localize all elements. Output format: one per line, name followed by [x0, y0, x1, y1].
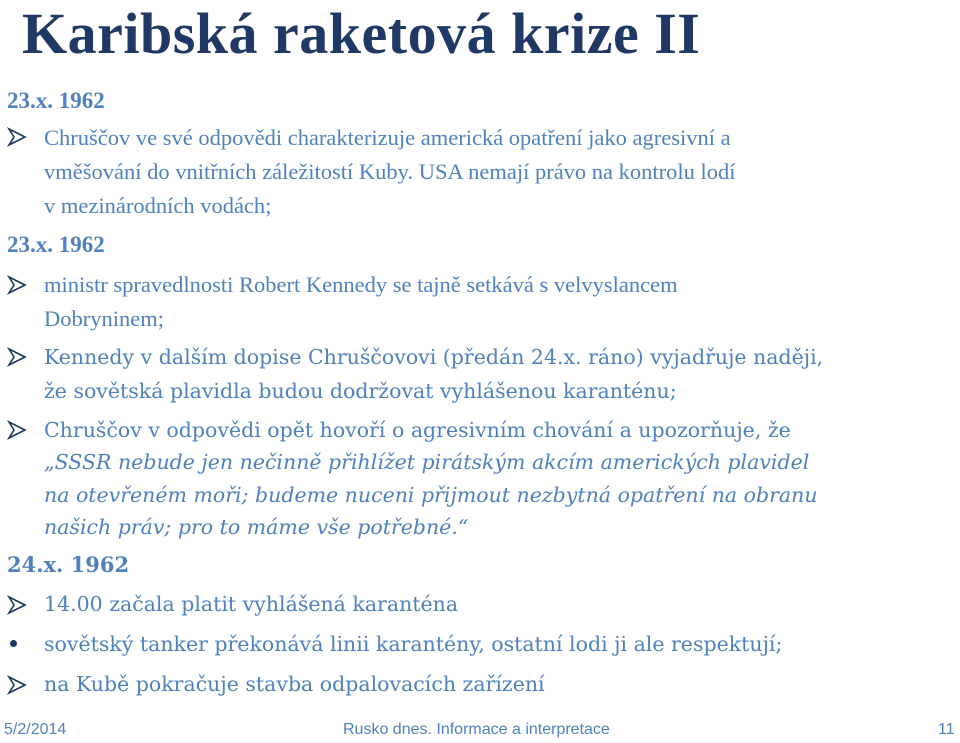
arrowhead-bullet-icon — [6, 126, 28, 148]
quote-line: na otevřeném moři; budeme nuceni přijmout nezbytná opatření na obranu — [44, 483, 818, 507]
bullet-line: v mezinárodních vodách; — [44, 193, 272, 218]
arrowhead-bullet-icon — [6, 674, 28, 696]
bullet-line: sovětský tanker překonává linii karantény, ostatní lodi ji ale respektují; — [44, 632, 783, 656]
bullet-line: Chruščov ve své odpovědi charakterizuje americká opatření jako agresivní a — [44, 125, 731, 150]
quote-line: „SSSR nebude jen nečinně přihlížet pirátským akcím amerických plavidel — [44, 450, 810, 474]
arrowhead-bullet-icon — [6, 594, 28, 616]
bullet-line: vměšování do vnitřních záležitostí Kuby. USA nemají právo na kontrolu lodí — [44, 159, 736, 184]
footer-title: Rusko dnes. Informace a interpretace — [343, 721, 610, 738]
bullet-line: 14.00 začala platit vyhlášená karanténa — [44, 592, 459, 616]
date-heading: 24.x. 1962 — [7, 552, 130, 577]
date-heading: 23.x. 1962 — [7, 88, 105, 113]
date-heading: 23.x. 1962 — [7, 232, 105, 257]
footer-date: 5/2/2014 — [4, 721, 67, 738]
slide-title: Karibská raketová krize II — [22, 1, 701, 66]
round-bullet-icon — [10, 640, 17, 647]
slide-number: 11 — [938, 721, 955, 738]
bullet-line: Dobryninem; — [44, 306, 164, 331]
bullet-line: ministr spravedlnosti Robert Kennedy se tajně setkává s velvyslancem — [44, 272, 678, 297]
bullet-line: Kennedy v dalším dopise Chruščovovi (předán 24.x. ráno) vyjadřuje naději, — [44, 345, 824, 369]
arrowhead-bullet-icon — [6, 274, 28, 296]
arrowhead-bullet-icon — [6, 346, 28, 368]
bullet-line: Chruščov v odpovědi opět hovoří o agresivním chování a upozorňuje, že — [44, 418, 791, 442]
bullet-line: že sovětská plavidla budou dodržovat vyhlášenou karanténu; — [44, 379, 677, 403]
arrowhead-bullet-icon — [6, 419, 28, 441]
quote-line: našich práv; pro to máme vše potřebné.“ — [44, 515, 469, 539]
bullet-line: na Kubě pokračuje stavba odpalovacích zařízení — [44, 672, 545, 696]
